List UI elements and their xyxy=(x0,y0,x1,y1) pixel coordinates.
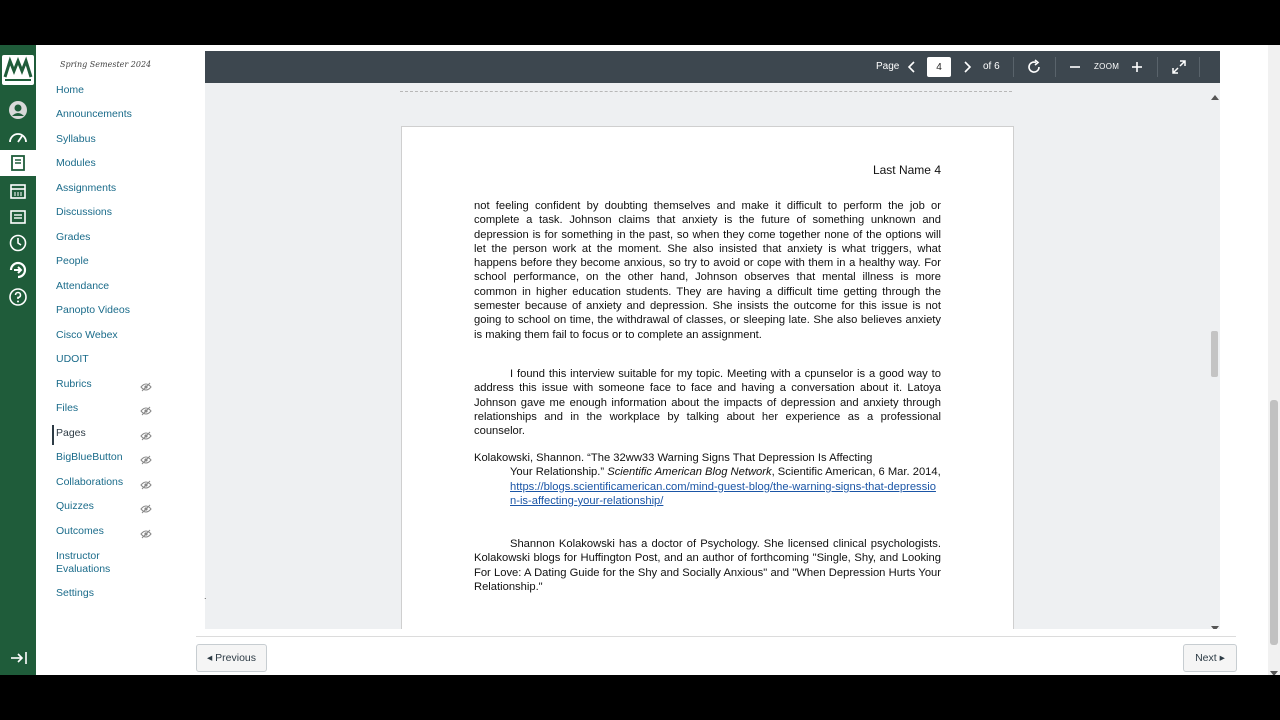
previous-label: Previous xyxy=(215,652,257,664)
page-label: Page xyxy=(876,61,900,72)
citation-link[interactable]: https://blogs.scientificamerican.com/mind-guest-blog/the-warning-signs-that-depression-is-affecting-your-relationship/ xyxy=(510,480,936,507)
previous-page-edge xyxy=(400,91,1012,92)
page-header: Last Name 4 xyxy=(872,163,941,177)
sidebar-item-quizzes[interactable]: Quizzes xyxy=(56,500,94,512)
citation xyxy=(474,451,941,508)
inbox-icon[interactable] xyxy=(8,207,28,227)
scroll-up-arrow-icon[interactable] xyxy=(1211,87,1219,93)
toolbar-separator xyxy=(1013,57,1014,77)
collapse-nav-icon[interactable] xyxy=(10,651,28,665)
sidebar-item-home[interactable]: Home xyxy=(56,84,85,96)
viewer-toolbar xyxy=(205,51,1220,83)
citation-continuation xyxy=(474,465,941,508)
citation-publisher: , Scientific American, 6 Mar. 2014, xyxy=(771,466,941,479)
sidebar-item-settings[interactable]: Settings xyxy=(56,587,94,599)
viewer-scrollbar-thumb[interactable] xyxy=(1211,331,1218,377)
sidebar-item-people[interactable]: People xyxy=(56,255,89,267)
sidebar-item-udoit[interactable]: UDOIT xyxy=(56,353,89,365)
citation-title-end: Your Relationship.” xyxy=(510,466,608,479)
footer-divider xyxy=(196,636,1236,637)
sidebar-item-instructor-evaluations[interactable]: Instructor Evaluations xyxy=(56,550,111,575)
previous-page-chevron-icon[interactable] xyxy=(905,60,919,74)
left-arrow-icon: ◂ xyxy=(206,652,216,664)
next-page-chevron-icon[interactable] xyxy=(960,60,974,74)
course-term: Spring Semester 2024 xyxy=(60,60,152,69)
courses-icon[interactable] xyxy=(8,153,28,173)
eye-slash-icon xyxy=(140,501,152,511)
dashboard-icon[interactable] xyxy=(8,128,28,148)
sidebar-item-attendance[interactable]: Attendance xyxy=(56,280,110,292)
sidebar-item-assignments[interactable]: Assignments xyxy=(56,182,117,194)
paragraph: not feeling confident by doubting themselves and make it difficult to perform the job or complete a task. Johnson claims that anxiety is the future of something unknown and depression is for something in the past, so when they come together none of the options will let the person work at the moment. She also insisted that anxiety is what triggers, what happens before they become anxious, so try to avoid or cope with them in a healthy way. For school performance, on the other hand, Johnson observes that mental illness is more common in higher education students. They are having a difficult time getting through the semester because of anxiety and depression. She insists the outcome for this issue is not going to school on time, the withdrawal of classes, or sleeping late. She also believes anxiety is making them fail to focus or to complete an assignment. xyxy=(474,200,941,341)
zoom-in-icon[interactable] xyxy=(1130,60,1144,74)
page-scroll-down-arrow-icon[interactable] xyxy=(1270,664,1278,670)
next-button[interactable] xyxy=(1183,644,1237,672)
scroll-down-arrow-icon[interactable] xyxy=(1211,619,1219,625)
commons-icon[interactable] xyxy=(8,260,28,280)
sidebar-item-rubrics[interactable]: Rubrics xyxy=(56,378,92,390)
help-icon[interactable] xyxy=(8,287,28,307)
document-viewer xyxy=(205,51,1220,629)
global-navigation xyxy=(0,45,36,675)
history-icon[interactable] xyxy=(8,233,28,253)
eye-slash-icon xyxy=(140,477,152,487)
active-item-indicator xyxy=(52,425,54,445)
paragraph: I found this interview suitable for my topic. Meeting with a cpunselor is a good way to address this issue with someone face to face and having a conversation about it. Latoya Johnson gave me enough information about the impacts of depression and anxiety through relationships and in the workplace by talking about her experience as a professional counselor. xyxy=(474,368,941,438)
fullscreen-icon[interactable] xyxy=(1171,59,1187,75)
eye-slash-icon xyxy=(140,526,152,536)
paragraph: Shannon Kolakowski has a doctor of Psychology. She licensed clinical psychologists. Kolakowski blogs for Huffington Post, and an author of forthcoming "Single, Shy, and Looking For Love: A Dating Guide for the Shy and Socially Anxious" and "When Depression Hurts Your Relationship." xyxy=(474,538,941,593)
sidebar-item-syllabus[interactable]: Syllabus xyxy=(56,133,96,145)
page-count: of 6 xyxy=(983,61,1000,72)
sidebar-item-bigbluebutton[interactable]: BigBlueButton xyxy=(56,451,123,463)
university-logo[interactable] xyxy=(2,55,34,85)
sidebar-item-outcomes[interactable]: Outcomes xyxy=(56,525,104,537)
eye-slash-icon xyxy=(140,403,152,413)
sidebar-item-modules[interactable]: Modules xyxy=(56,157,96,169)
sidebar-item-panopto-videos[interactable]: Panopto Videos xyxy=(56,304,130,316)
page-scrollbar-thumb[interactable] xyxy=(1270,400,1278,645)
toolbar-separator xyxy=(1157,57,1158,77)
calendar-icon[interactable] xyxy=(8,181,28,201)
citation-journal: Scientific American Blog Network xyxy=(607,466,772,479)
previous-button[interactable] xyxy=(196,644,267,672)
eye-slash-icon xyxy=(140,428,152,438)
sidebar-item-pages[interactable]: Pages xyxy=(56,427,86,439)
canvas-course-page xyxy=(0,45,1280,675)
account-icon[interactable] xyxy=(8,100,28,120)
eye-slash-icon xyxy=(140,452,152,462)
sidebar-item-announcements[interactable]: Announcements xyxy=(56,108,132,120)
zoom-label: ZOOM xyxy=(1094,62,1120,71)
sidebar-item-grades[interactable]: Grades xyxy=(56,231,91,243)
toolbar-separator xyxy=(1199,57,1200,77)
document-scroll-area[interactable] xyxy=(205,83,1210,629)
right-arrow-icon: ▸ xyxy=(1216,652,1225,664)
sidebar-item-discussions[interactable]: Discussions xyxy=(56,206,113,218)
eye-slash-icon xyxy=(140,379,152,389)
rotate-icon[interactable] xyxy=(1026,59,1042,75)
document-page xyxy=(401,126,1014,629)
course-navigation xyxy=(36,45,196,675)
sidebar-item-collaborations[interactable]: Collaborations xyxy=(56,476,124,488)
stray-period: . xyxy=(204,591,207,601)
next-label: Next xyxy=(1195,652,1217,664)
citation-line: Kolakowski, Shannon. “The 32ww33 Warning Signs That Depression Is Affecting xyxy=(474,452,873,464)
zoom-out-icon[interactable] xyxy=(1068,60,1082,74)
page-number-input[interactable] xyxy=(927,57,951,77)
sidebar-item-files[interactable]: Files xyxy=(56,402,79,414)
toolbar-separator xyxy=(1055,57,1056,77)
sidebar-item-cisco-webex[interactable]: Cisco Webex xyxy=(56,329,118,341)
